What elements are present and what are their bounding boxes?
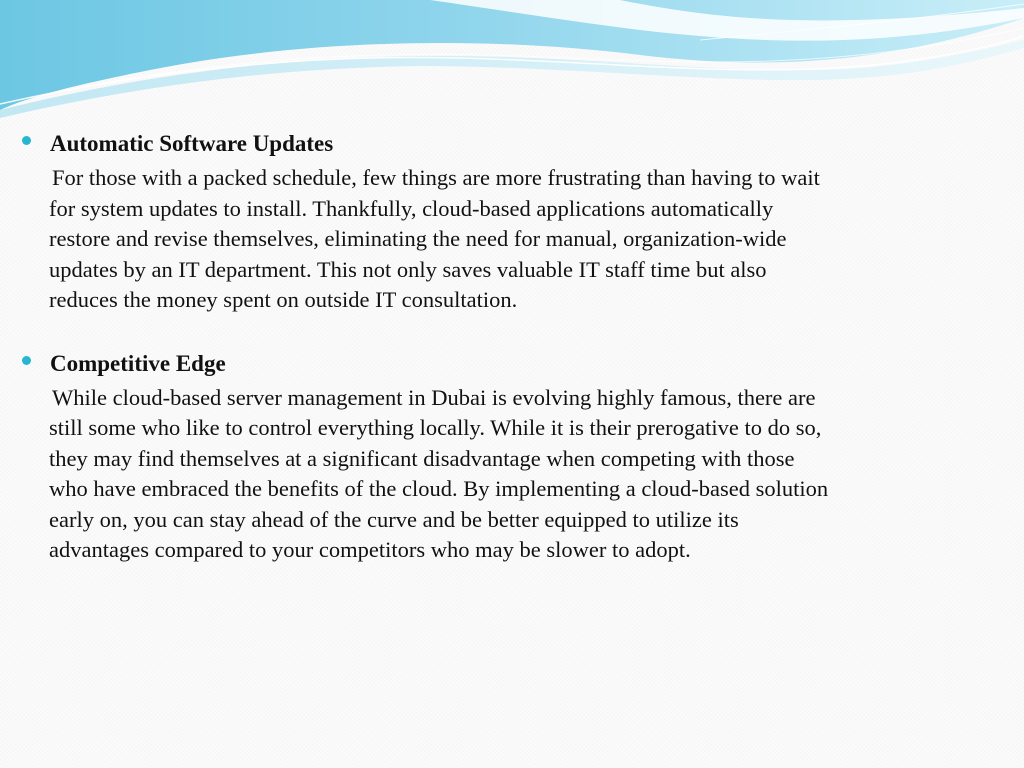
section-body: For those with a packed schedule, few things are more frustrating than having to wait for system updates to install. Thankfully, cloud-based applications automatically restore and revise themselves, eliminating the need for manual, organization-wide updates by an IT department. This not only saves valuable IT staff time but also reduces the money spent on outside IT consultation. xyxy=(49,165,820,312)
bullet-icon xyxy=(22,356,31,365)
wave-shape-main xyxy=(0,0,1024,110)
section-heading: Automatic Software Updates xyxy=(50,131,334,156)
header-wave-decoration xyxy=(0,0,1024,120)
slide-content xyxy=(22,126,1012,596)
section-competitive-edge xyxy=(22,346,1012,566)
bullet-icon xyxy=(22,136,31,145)
section-automatic-updates xyxy=(22,126,1012,316)
section-heading: Competitive Edge xyxy=(50,350,226,376)
section-body: While cloud-based server management in Dubai is evolving highly famous, there are still some who like to control everything locally. While it is their prerogative to do so, they may find themselves at a significant disadvantage when competing with those who have embraced the benefits of the cloud. By implementing a cloud-based solution early on, you can stay ahead of the curve and be better equipped to utilize its advantages compared to your competitors who may be slower to adopt. xyxy=(49,384,829,562)
